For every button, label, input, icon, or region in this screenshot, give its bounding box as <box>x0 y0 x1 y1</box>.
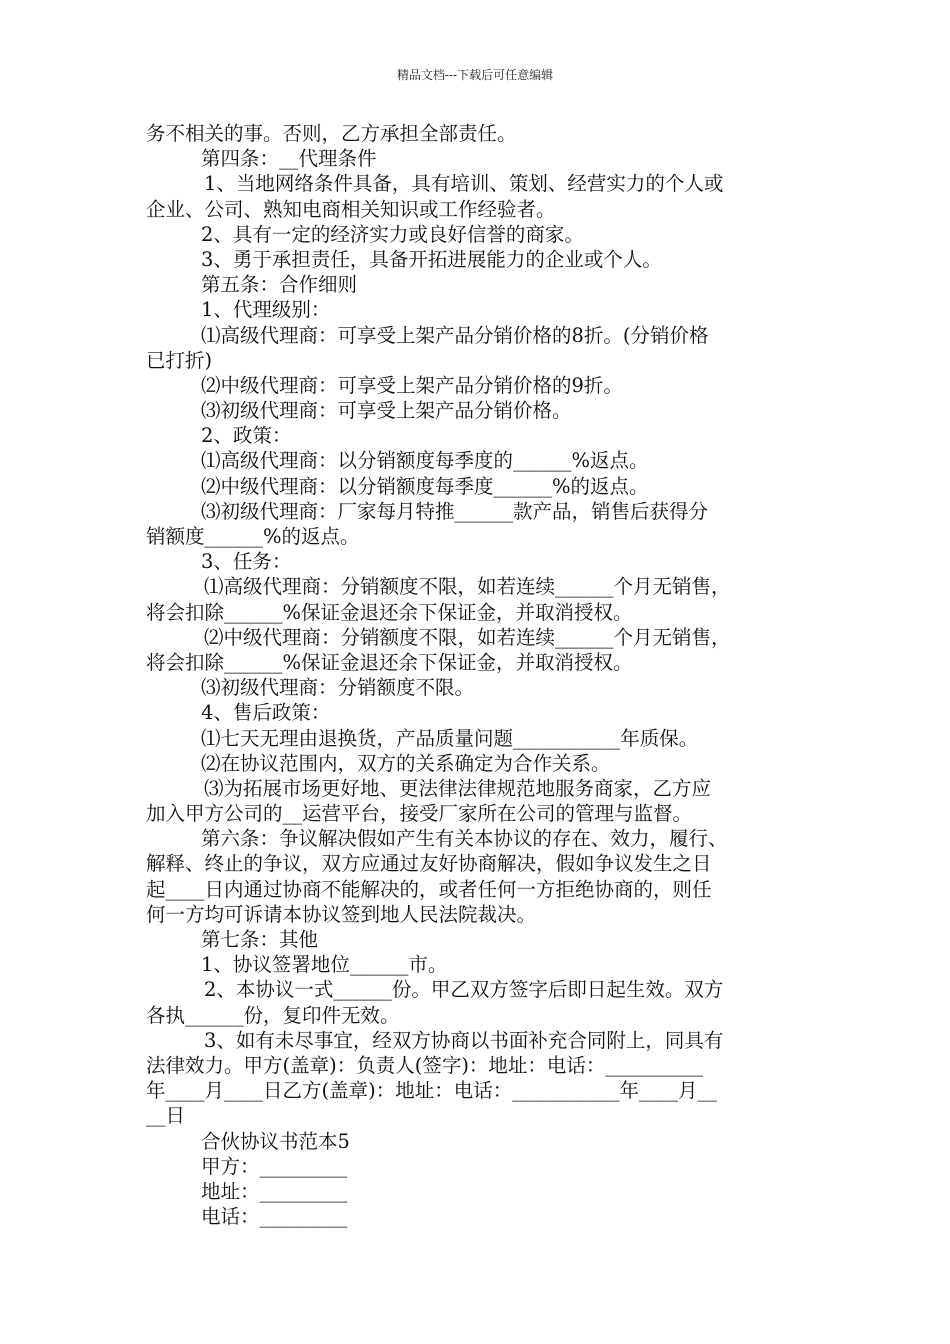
text-line: 已打折) <box>146 348 213 372</box>
text-line: 1、协议签署地位______市。 <box>201 953 448 977</box>
text-line: 各执______份，复印件无效。 <box>146 1003 400 1027</box>
text-line: 将会扣除______%保证金退还余下保证金，并取消授权。 <box>146 650 633 674</box>
text-line: ⑵在协议范围内，双方的关系确定为合作关系。 <box>201 751 611 775</box>
text-line: 第六条：争议解决假如产生有关本协议的存在、效力，履行、 <box>201 827 728 851</box>
text-line: ⑵中级代理商：以分销额度每季度______%的返点。 <box>201 474 649 498</box>
text-line: ⑵中级代理商：可享受上架产品分销价格的9折。 <box>201 373 623 397</box>
text-line: ⑴七天无理由退换货，产品质量问题___________年质保。 <box>201 726 699 750</box>
text-line: 地址：_________ <box>201 1179 348 1203</box>
text-line: 1、当地网络条件具备，具有培训、策划、经营实力的个人或 <box>204 172 724 196</box>
text-line: ⑶初级代理商：厂家每月特推______款产品，销售后获得分 <box>201 499 709 523</box>
text-line: 第四条：__代理条件 <box>201 147 377 171</box>
text-line: ⑴高级代理商：以分销额度每季度的______%返点。 <box>201 449 649 473</box>
text-line: 2、政策： <box>201 424 292 448</box>
text-line: 3、如有未尽事宜，经双方协商以书面补充合同附上，同具有 <box>204 1028 724 1052</box>
text-line: 合伙协议书范本5 <box>201 1129 350 1153</box>
text-line: ⑴高级代理商：可享受上架产品分销价格的8折。(分销价格 <box>201 323 709 347</box>
text-line: 2、本协议一式______份。甲乙双方签字后即日起生效。双方 <box>204 978 724 1002</box>
text-line: 起____日内通过协商不能解决的，或者任何一方拒绝协商的，则任 <box>146 877 712 901</box>
text-line: 企业、公司、熟知电商相关知识或工作经验者。 <box>146 197 556 221</box>
text-line: 解释、终止的争议，双方应通过友好协商解决，假如争议发生之日 <box>146 852 712 876</box>
text-line: 销额度______%的返点。 <box>146 525 360 548</box>
page-header: 精品文档---下载后可任意编辑 <box>396 68 554 82</box>
text-line: 加入甲方公司的__运营平台，接受厂家所在公司的管理与监督。 <box>146 802 693 826</box>
text-line: ⑶初级代理商：可享受上架产品分销价格。 <box>201 399 572 423</box>
text-line: 3、勇于承担责任，具备开拓进展能力的企业或个人。 <box>201 247 662 271</box>
text-line: 1、代理级别： <box>201 298 331 322</box>
text-line: ⑶初级代理商：分销额度不限。 <box>201 676 475 700</box>
text-line: 法律效力。甲方(盖章)：负责人(签字)：地址：电话：__________ <box>146 1053 703 1077</box>
text-line: 电话：_________ <box>201 1205 348 1229</box>
text-line: 何一方均可诉请本协议签到地人民法院裁决。 <box>146 902 537 926</box>
text-line: ⑵中级代理商：分销额度不限，如若连续______个月无销售， <box>204 625 731 649</box>
text-line: 第七条：其他 <box>201 928 319 951</box>
text-line: 第五条：合作细则 <box>201 273 358 297</box>
text-line: 年____月____日乙方(盖章)：地址：电话：___________年____月__ <box>146 1079 717 1103</box>
document-body <box>146 121 808 1229</box>
text-line: 3、任务： <box>201 550 292 574</box>
text-line: ⑶为拓展市场更好地、更法律法律规范地服务商家，乙方应 <box>204 776 712 800</box>
text-line: 甲方：_________ <box>201 1154 348 1178</box>
text-line: 2、具有一定的经济实力或良好信誉的商家。 <box>201 222 584 246</box>
text-line: 将会扣除______%保证金退还余下保证金，并取消授权。 <box>146 600 633 624</box>
text-line: 4、售后政策： <box>201 701 331 725</box>
text-line: 务不相关的事。否则，乙方承担全部责任。 <box>146 122 517 145</box>
text-line: ⑴高级代理商：分销额度不限，如若连续______个月无销售， <box>204 575 731 599</box>
text-line: __日 <box>146 1104 186 1128</box>
